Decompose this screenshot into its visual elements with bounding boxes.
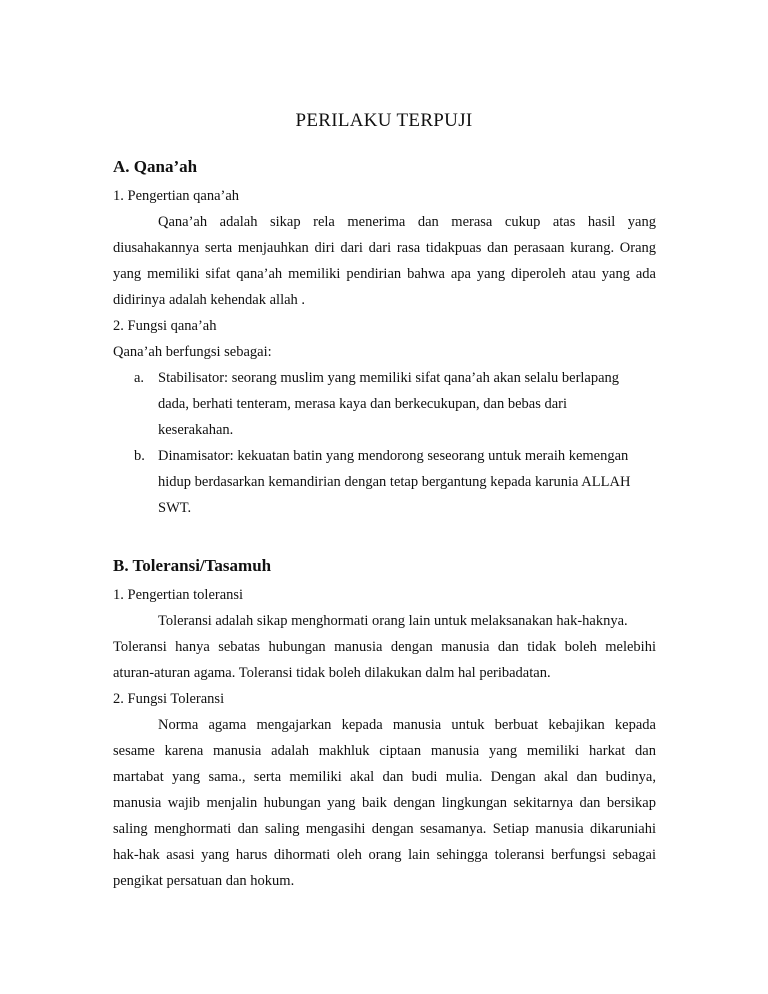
page-title: PERILAKU TERPUJI bbox=[295, 110, 473, 131]
section-b-subheading-2: 2. Fungsi Toleransi bbox=[113, 691, 225, 707]
section-b-subheading-1: 1. Pengertian toleransi bbox=[113, 587, 244, 603]
section-a-para1-line: didirinya adalah kehendak allah . bbox=[113, 292, 306, 308]
section-a-subheading-1: 1. Pengertian qana’ah bbox=[113, 188, 240, 204]
list-item-a-line: Stabilisator: seorang muslim yang memiliki sifat qana’ah akan selalu berlapang bbox=[158, 370, 620, 386]
section-b-para2-line: sesame karena manusia adalah makhluk ciptaan manusia yang memiliki harkat dan bbox=[113, 743, 656, 759]
section-b-para2-line: martabat yang sama., serta memiliki akal dan budi mulia. Dengan akal dan budinya, bbox=[113, 769, 656, 785]
section-b-para1-line: Toleransi adalah sikap menghormati orang lain untuk melaksanakan hak-haknya. bbox=[158, 613, 628, 629]
section-b-para2-line: Norma agama mengajarkan kepada manusia untuk berbuat kebajikan kepada bbox=[158, 717, 656, 733]
section-b-para2-line: saling menghormati dan saling mengasihi dengan sesamanya. Setiap manusia dikaruniahi bbox=[113, 821, 656, 837]
list-item-a-line: keserakahan. bbox=[158, 422, 234, 438]
section-b-para2-line: manusia wajib menjalin hubungan yang baik dengan lingkungan sekitarnya dan bersikap bbox=[113, 795, 656, 811]
section-a-para1-line: yang memiliki sifat qana’ah memiliki pendirian bahwa apa yang diperoleh atau yang ada bbox=[113, 266, 656, 282]
list-item-b-line: hidup berdasarkan kemandirian dengan tetap bergantung kepada karunia ALLAH bbox=[158, 474, 631, 490]
list-item-b-line: SWT. bbox=[158, 500, 192, 516]
section-b-heading: B. Toleransi/Tasamuh bbox=[113, 556, 272, 575]
section-a-para1-line: diusahakannya serta menjauhkan diri dari dari rasa tidakpuas dan perasaan kurang. Orang bbox=[113, 240, 656, 256]
section-a-heading: A. Qana’ah bbox=[113, 157, 198, 176]
list-item-b-line: Dinamisator: kekuatan batin yang mendorong seseorang untuk meraih kemengan bbox=[158, 448, 629, 464]
section-a-para1-line: Qana’ah adalah sikap rela menerima dan merasa cukup atas hasil yang bbox=[158, 214, 656, 230]
section-b-para1-line: aturan-aturan agama. Toleransi tidak boleh dilakukan dalm hal peribadatan. bbox=[113, 665, 551, 681]
list-item-a-line: dada, berhati tenteram, merasa kaya dan berkecukupan, dan bebas dari bbox=[158, 396, 568, 412]
section-b-para2-line: pengikat persatuan dan hokum. bbox=[113, 873, 295, 889]
list-marker-b: b. bbox=[134, 448, 145, 464]
section-b-para1-line: Toleransi hanya sebatas hubungan manusia dengan manusia dan tidak boleh melebihi bbox=[113, 639, 656, 655]
section-a-intro: Qana’ah berfungsi sebagai: bbox=[113, 344, 272, 360]
list-marker-a: a. bbox=[134, 370, 145, 386]
section-b-para2-line: hak-hak asasi yang harus dihormati oleh orang lain sehingga toleransi berfungsi sebagai bbox=[113, 847, 656, 863]
section-a-subheading-2: 2. Fungsi qana’ah bbox=[113, 318, 217, 334]
